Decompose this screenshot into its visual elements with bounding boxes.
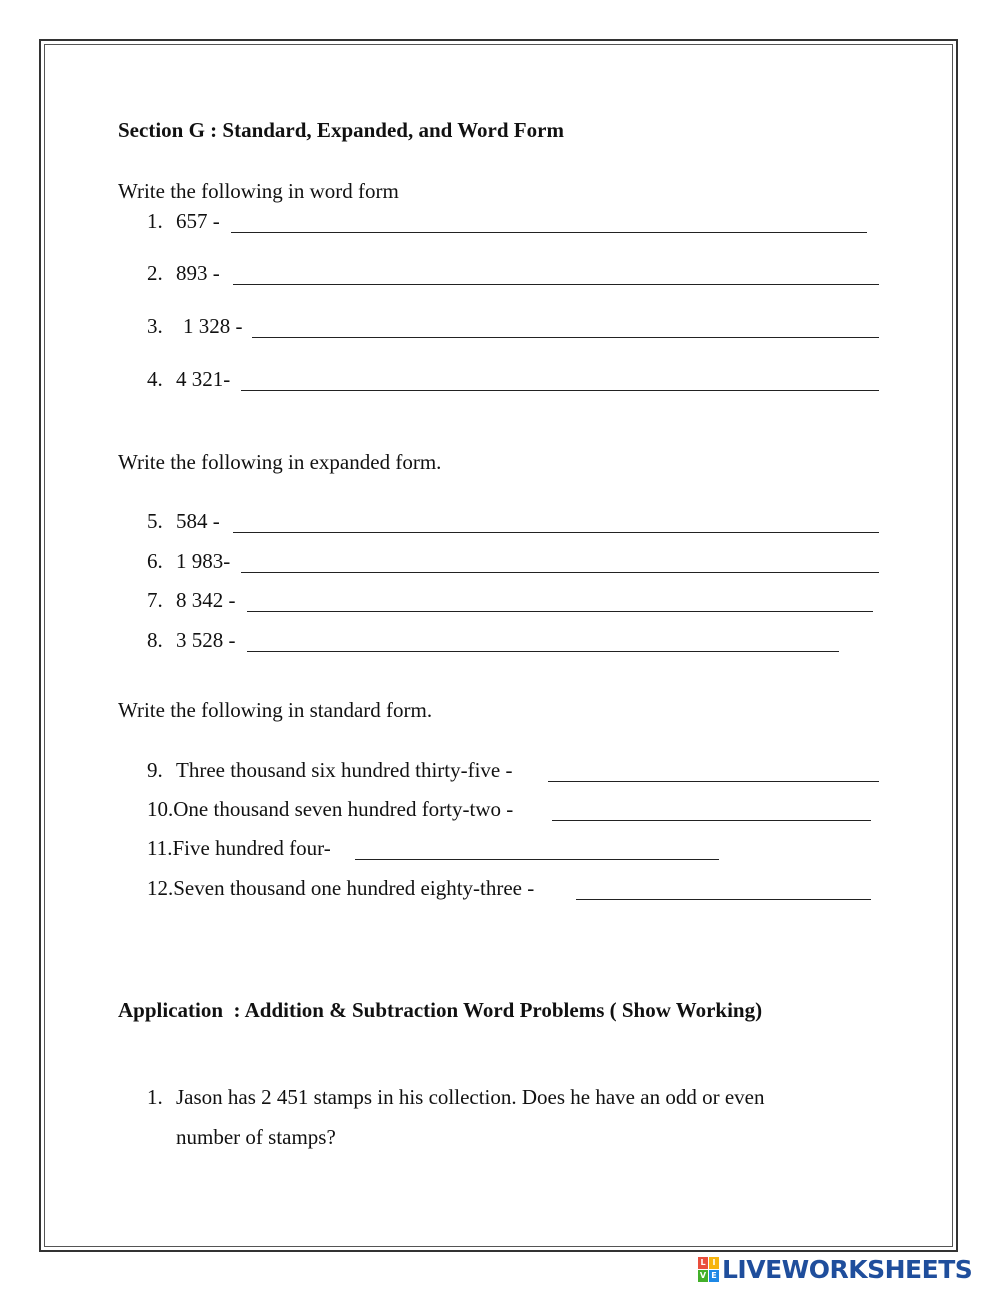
answer-blank[interactable] [231,232,867,233]
item-number: 11. [147,836,173,860]
list-item [147,367,230,392]
section-g-title: Section G : Standard, Expanded, and Word Form [118,118,564,142]
list-item [147,876,534,901]
item-text: Five hundred four- [172,836,331,860]
word-form-instruction: Write the following in word form [118,179,399,203]
logo-block: L [698,1257,708,1269]
answer-blank[interactable] [241,572,879,573]
item-text: 893 - [176,261,220,285]
list-item [147,209,220,234]
word-problem [147,1085,764,1110]
item-number: 8. [147,628,163,652]
problem-number: 1. [147,1085,163,1109]
item-number: 5. [147,509,163,533]
list-item [147,836,331,861]
list-item [147,628,236,653]
application-title: Application : Addition & Subtraction Word Problems ( Show Working) [118,998,763,1022]
list-item [147,509,220,534]
answer-blank[interactable] [552,820,871,821]
item-text: 584 - [176,509,220,533]
item-number: 12. [147,876,174,900]
answer-blank[interactable] [233,284,879,285]
list-item [147,797,513,822]
problem-text-line-1: Jason has 2 451 stamps in his collection. Does he have an odd or even [176,1085,765,1109]
answer-blank[interactable] [548,781,879,782]
problem-text-line-2: number of stamps? [176,1125,336,1149]
list-item [147,314,243,339]
item-number: 9. [147,758,163,782]
item-text: One thousand seven hundred forty-two - [173,797,514,821]
list-item [147,588,236,613]
item-number: 7. [147,588,163,612]
item-text: 1 983- [176,549,231,573]
item-text: 657 - [176,209,220,233]
item-number: 4. [147,367,163,391]
answer-blank[interactable] [252,337,879,338]
expanded-form-instruction: Write the following in expanded form. [118,450,442,474]
logo-block: V [699,1271,707,1280]
item-number: 6. [147,549,163,573]
answer-blank[interactable] [247,651,839,652]
answer-blank[interactable] [241,390,879,391]
liveworksheets-logo [698,1255,993,1285]
item-text: 8 342 - [176,588,236,612]
item-text: 1 328 - [183,314,243,338]
answer-blank[interactable] [247,611,873,612]
item-text: 3 528 - [176,628,236,652]
item-number: 3. [147,314,163,338]
list-item [147,261,220,286]
standard-form-instruction: Write the following in standard form. [118,698,433,722]
logo-blocks-icon [698,1257,720,1283]
item-number: 2. [147,261,163,285]
list-item [147,549,230,574]
item-text: 4 321- [176,367,231,391]
logo-block: I [709,1257,719,1269]
answer-blank[interactable] [233,532,879,533]
list-item [147,758,513,783]
item-text: Three thousand six hundred thirty-five - [176,758,513,782]
answer-blank[interactable] [576,899,871,900]
answer-blank[interactable] [355,859,719,860]
logo-text: LIVEWORKSHEETS [722,1255,973,1284]
item-number: 1. [147,209,163,233]
item-text: Seven thousand one hundred eighty-three - [173,876,535,900]
item-number: 10. [147,797,174,821]
logo-block: E [709,1270,719,1282]
